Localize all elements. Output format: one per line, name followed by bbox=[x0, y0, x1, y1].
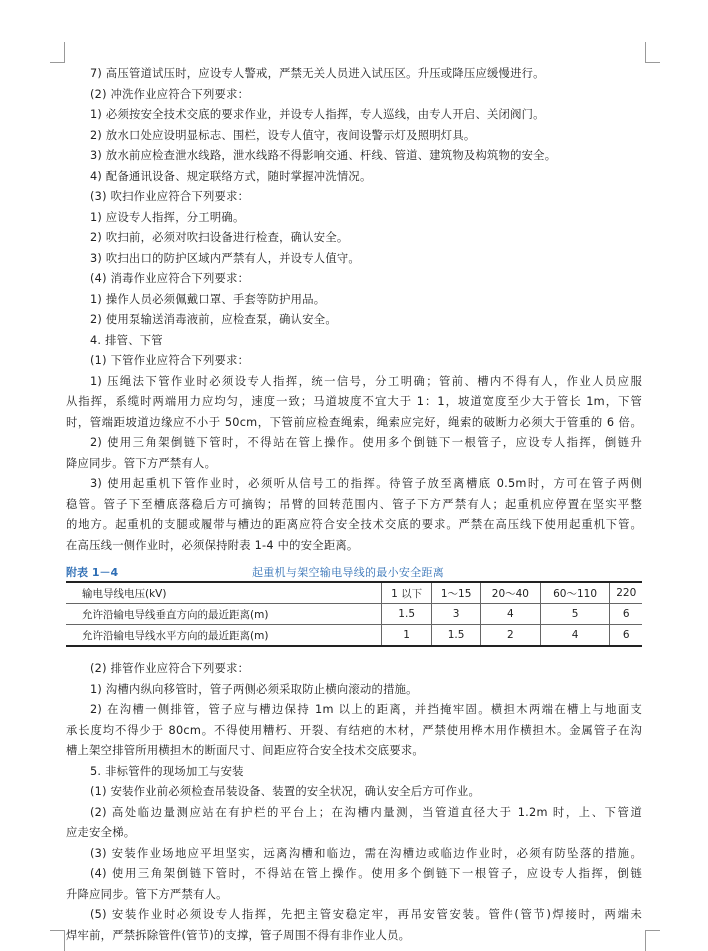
text-line: 2) 放水口处应设明显标志、围栏，设专人值守，夜间设警示灯及照明灯具。 bbox=[90, 128, 476, 142]
page-corner-mark bbox=[645, 930, 660, 951]
text-line: 5. 非标管件的现场加工与安装 bbox=[90, 764, 244, 778]
table-cell: 允许沿输电导线垂直方向的最近距离(m) bbox=[66, 604, 382, 625]
text-line: 1) 压绳法下管作业时必须设专人指挥，统一信号，分工明确；管前、槽内不得有人，作业人员应服 bbox=[90, 374, 642, 388]
table-cell: 4 bbox=[540, 625, 610, 647]
table-cell: 2 bbox=[481, 625, 540, 647]
table-cell: 1 bbox=[382, 625, 432, 647]
text-line: 2) 使用泵输送消毒液前，应检查泵，确认安全。 bbox=[90, 313, 337, 326]
table-number: 附表 1－4 bbox=[66, 566, 119, 579]
table-row bbox=[66, 604, 642, 625]
text-line: 承长度均不得少于 80cm。不得使用糟朽、开裂、有结疤的木材，严禁使用桦木用作横担木。金属管子在沟 bbox=[66, 723, 642, 737]
safety-distance-table bbox=[66, 581, 642, 647]
body-text-top bbox=[66, 64, 642, 556]
table-cell: 1.5 bbox=[382, 604, 432, 625]
text-line: 2) 吹扫前，必须对吹扫设备进行检查，确认安全。 bbox=[90, 231, 349, 244]
table-header-cell: 60～110 bbox=[540, 582, 610, 604]
text-line: 4. 排管、下管 bbox=[90, 333, 163, 347]
text-line: 在高压线一侧作业时，必须保持附表 1-4 中的安全距离。 bbox=[66, 538, 359, 552]
document-page bbox=[66, 64, 642, 946]
page-corner-mark bbox=[50, 42, 65, 63]
page-corner-mark bbox=[645, 42, 660, 63]
text-line: 时，管端距坡道边缘应不小于 50cm，下管前应检查绳索，绳索应完好，绳索的破断力必须大于管重的 6 倍。 bbox=[66, 415, 642, 429]
text-line: 稳管。管子下至槽底落稳后方可摘钩；吊臂的回转范围内、管子下方严禁有人；起重机应停置在坚实平整 bbox=[66, 497, 642, 511]
text-line: 升降应同步。管下方严禁有人。 bbox=[66, 887, 228, 901]
table-header-cell: 1～15 bbox=[432, 582, 481, 604]
table-header-cell: 220 bbox=[610, 582, 642, 604]
text-line: (4) 使用三角架倒链下管时，不得站在管上操作。使用多个倒链下一根管子，应设专人指挥，倒链 bbox=[90, 867, 642, 880]
table-header-row bbox=[66, 582, 642, 604]
text-line: 2) 在沟槽一侧排管，管子应与槽边保持 1m 以上的距离，并挡掩牢固。横担木两端在槽上与地面支 bbox=[90, 703, 642, 716]
text-line: 1) 操作人员必须佩戴口罩、手套等防护用品。 bbox=[90, 292, 326, 306]
table-title: 起重机与架空输电导线的最小安全距离 bbox=[252, 566, 445, 579]
text-line: 3) 使用起重机下管作业时，必须听从信号工的指挥。待管子放至离槽底 0.5m时，方可在管子两侧 bbox=[90, 477, 642, 490]
text-line: 1) 应设专人指挥，分工明确。 bbox=[90, 210, 245, 224]
body-text-bottom bbox=[66, 659, 642, 946]
text-line: 3) 放水前应检查泄水线路，泄水线路不得影响交通、杆线、管道、建筑物及构筑物的安全。 bbox=[90, 149, 557, 162]
table-header-cell: 输电导线电压(kV) bbox=[66, 582, 382, 604]
table-cell: 5 bbox=[540, 604, 610, 625]
text-line: (5) 安装作业时必须设专人指挥，先把主管安稳定牢，再吊安管安装。管件(管节)焊接时，两端未 bbox=[90, 908, 642, 921]
text-line: (2) 冲洗作业应符合下列要求： bbox=[90, 87, 250, 101]
text-line: (1) 安装作业前必须检查吊装设备、装置的安全状况，确认安全后方可作业。 bbox=[90, 785, 481, 798]
table-cell: 允许沿输电导线水平方向的最近距离(m) bbox=[66, 625, 382, 647]
table-cell: 1.5 bbox=[432, 625, 481, 647]
table-caption bbox=[66, 563, 642, 581]
text-line: (3) 安装作业场地应平坦坚实，远离沟槽和临边，需在沟槽边或临边作业时，必须有防坠落的措施。 bbox=[90, 846, 642, 860]
text-line: (4) 消毒作业应符合下列要求： bbox=[90, 272, 250, 285]
text-line: 2) 使用三角架倒链下管时，不得站在管上操作。使用多个倒链下一根管子，应设专人指挥，倒链升 bbox=[90, 436, 642, 449]
text-line: 焊牢前，严禁拆除管件(管节)的支撑，管子周围不得有非作业人员。 bbox=[66, 928, 411, 942]
table-cell: 3 bbox=[432, 604, 481, 625]
text-line: 1) 沟槽内纵向移管时，管子两侧必须采取防止横向滚动的措施。 bbox=[90, 682, 418, 696]
table-header-cell: 1 以下 bbox=[382, 582, 432, 604]
text-line: 7) 高压管道试压时，应设专人警戒，严禁无关人员进入试压区。升压或降压应缓慢进行。 bbox=[90, 67, 545, 80]
text-line: (2) 高处临边量测应站在有护栏的平台上；在沟槽内量测，当管道直径大于 1.2m 时，上、下管道 bbox=[90, 805, 642, 819]
text-line: 的地方。起重机的支腿或履带与槽边的距离应符合安全技术交底的要求。严禁在高压线下使用起重机下管。 bbox=[66, 518, 642, 531]
table-cell: 4 bbox=[481, 604, 540, 625]
text-line: (2) 排管作业应符合下列要求： bbox=[90, 662, 250, 675]
text-line: 槽上架空排管所用横担木的断面尺寸、间距应符合安全技术交底要求。 bbox=[66, 744, 424, 757]
table-cell: 6 bbox=[610, 604, 642, 625]
table-cell: 6 bbox=[610, 625, 642, 647]
table-row bbox=[66, 625, 642, 647]
text-line: 4) 配备通讯设备、规定联络方式，随时掌握冲洗情况。 bbox=[90, 169, 372, 183]
text-line: 3) 吹扫出口的防护区域内严禁有人，并设专人值守。 bbox=[90, 251, 360, 265]
text-line: 应走安全梯。 bbox=[66, 826, 136, 839]
safety-distance-table-block bbox=[66, 563, 642, 647]
page-corner-mark bbox=[50, 930, 65, 951]
text-line: (3) 吹扫作业应符合下列要求： bbox=[90, 190, 250, 203]
text-line: 从指挥，系缆时两端用力应均匀，速度一致；马道坡度不宜大于 1：1，坡道宽度至少大于管长 1m，下管 bbox=[66, 395, 642, 408]
text-line: (1) 下管作业应符合下列要求： bbox=[90, 354, 250, 367]
text-line: 降应同步。管下方严禁有人。 bbox=[66, 456, 217, 470]
table-header-cell: 20～40 bbox=[481, 582, 540, 604]
text-line: 1) 必须按安全技术交底的要求作业，并设专人指挥，专人巡线，由专人开启、关闭阀门。 bbox=[90, 108, 545, 121]
